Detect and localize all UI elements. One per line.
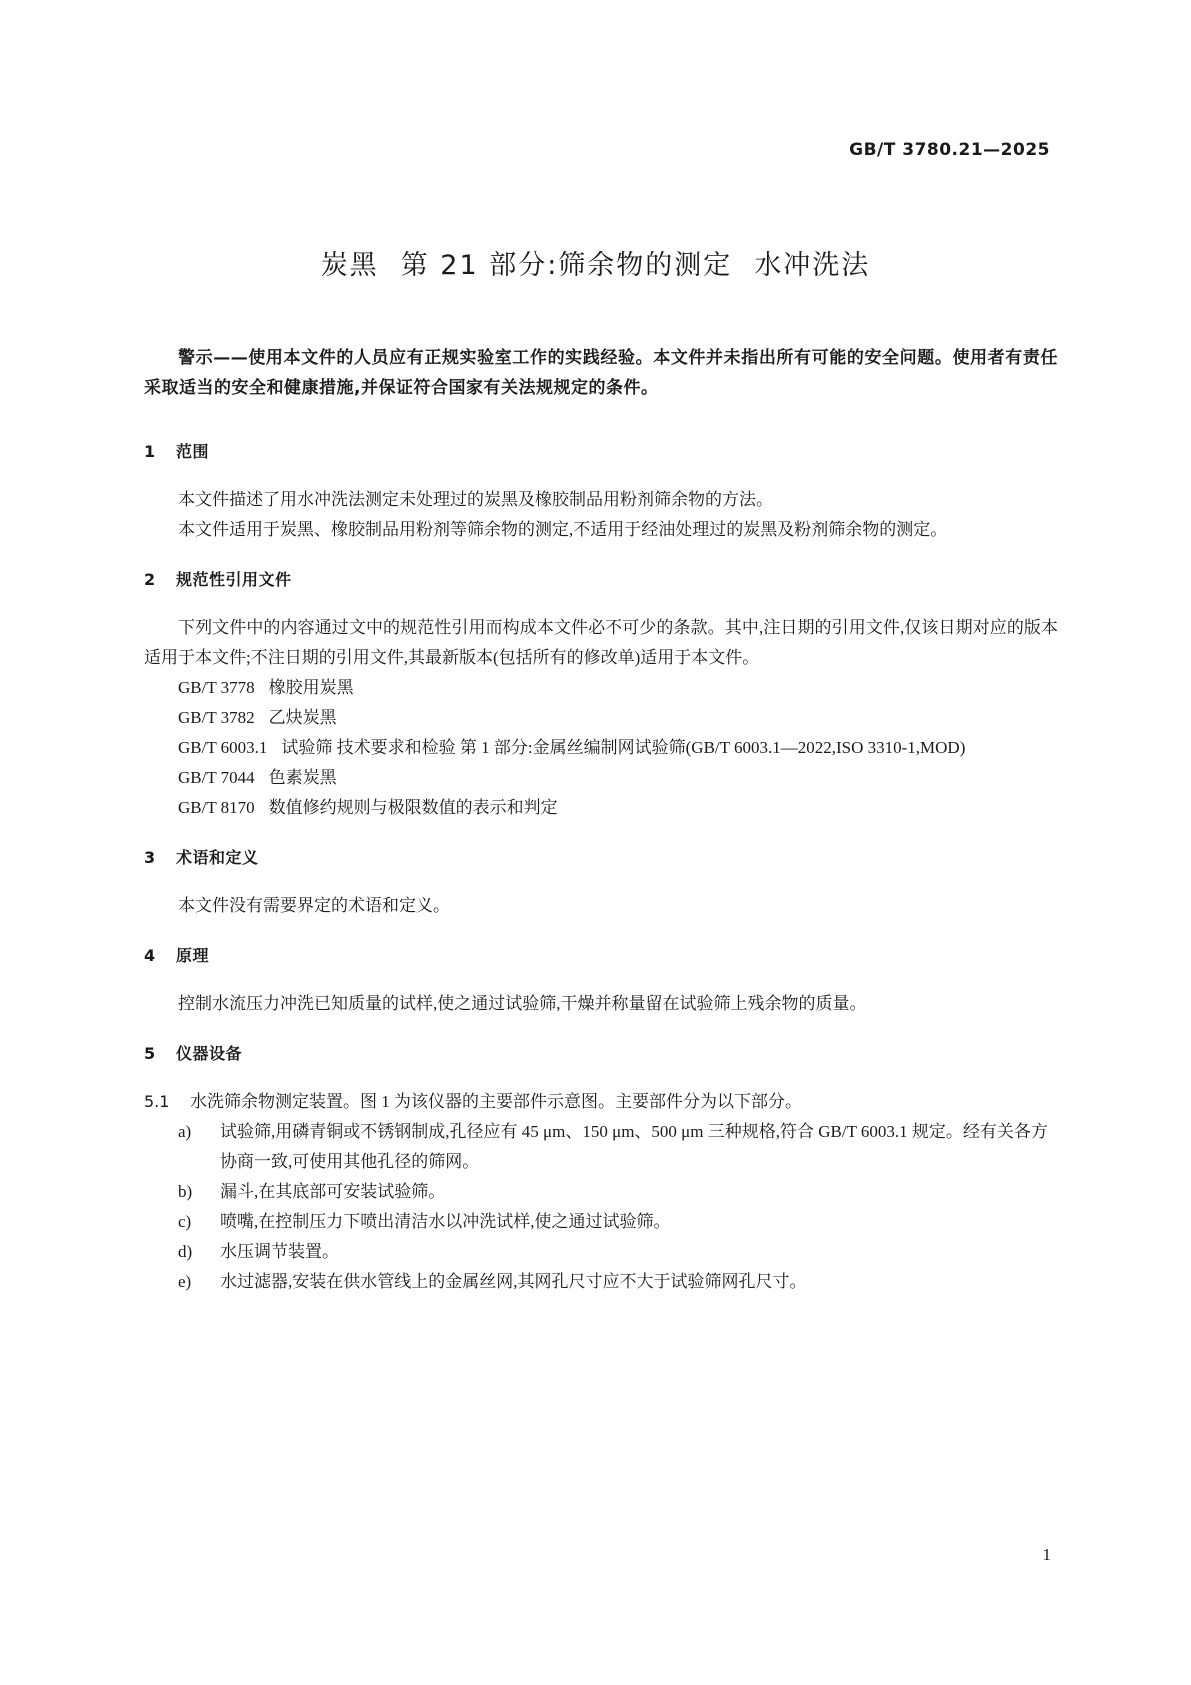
section-number: 2 <box>144 570 156 589</box>
list-label: e) <box>178 1272 192 1291</box>
section-number: 1 <box>144 442 156 461</box>
paragraph: 本文件适用于炭黑、橡胶制品用粉剂等筛余物的测定,不适用于经油处理过的炭黑及粉剂筛余物的测定。 <box>178 520 948 539</box>
list-label: a) <box>178 1122 192 1141</box>
list-item <box>144 1207 1058 1237</box>
list-label: d) <box>178 1242 193 1261</box>
section-heading-normative-references <box>144 567 1058 593</box>
paragraph: 控制水流压力冲洗已知质量的试样,使之通过试验筛,干燥并称量留在试验筛上残余物的质量。 <box>178 994 867 1013</box>
paragraph: 本文件没有需要界定的术语和定义。 <box>178 896 450 915</box>
title-part-3: 水冲洗法 <box>754 250 871 281</box>
reference-item <box>144 763 1058 793</box>
paragraph: 本文件描述了用水冲洗法测定未处理过的炭黑及橡胶制品用粉剂筛余物的方法。 <box>178 490 773 509</box>
section-heading-terms <box>144 845 1058 871</box>
reference-code: GB/T 3778 <box>178 678 255 697</box>
list-item <box>144 1267 1058 1297</box>
list-label: c) <box>178 1212 192 1231</box>
paragraph: 下列文件中的内容通过文中的规范性引用而构成本文件必不可少的条款。其中,注日期的引用文件,仅该日期对应的版本适用于本文件;不注日期的引用文件,其最新版本(包括所有的修改单)适用于本文件。 <box>144 618 1058 667</box>
reference-item <box>144 793 1058 823</box>
reference-title: 乙炔炭黑 <box>268 708 337 727</box>
reference-item <box>144 733 1058 763</box>
list-text: 试验筛,用磷青铜或不锈钢制成,孔径应有 45 μm、150 μm、500 μm 三种规格,符合 GB/T 6003.1 规定。经有关各方协商一致,可使用其他孔径的筛网。 <box>220 1122 1048 1171</box>
section-heading-scope <box>144 439 1058 465</box>
section-number: 4 <box>144 946 156 965</box>
section-heading-principle <box>144 943 1058 969</box>
reference-item <box>144 703 1058 733</box>
reference-title: 数值修约规则与极限数值的表示和判定 <box>268 798 558 817</box>
list-text: 漏斗,在其底部可安装试验筛。 <box>220 1182 446 1201</box>
title-part-2: 第 21 部分:筛余物的测定 <box>400 250 733 281</box>
standard-code: GB/T 3780.21—2025 <box>849 140 1050 160</box>
list-text: 喷嘴,在控制压力下喷出清洁水以冲洗试样,使之通过试验筛。 <box>220 1212 671 1231</box>
list-label: b) <box>178 1182 193 1201</box>
page-number: 1 <box>1042 1545 1051 1564</box>
reference-title: 试验筛 技术要求和检验 第 1 部分:金属丝编制网试验筛(GB/T 6003.1—2022,ISO 3310-1,MOD) <box>281 738 966 757</box>
reference-title: 橡胶用炭黑 <box>268 678 354 697</box>
reference-code: GB/T 3782 <box>178 708 255 727</box>
document-title <box>0 243 1191 282</box>
list-item <box>144 1117 1058 1177</box>
reference-code: GB/T 7044 <box>178 768 255 787</box>
document-body <box>144 343 1058 1297</box>
list-text: 水过滤器,安装在供水管线上的金属丝网,其网孔尺寸应不大于试验筛网孔尺寸。 <box>220 1272 807 1291</box>
section-number: 5 <box>144 1044 156 1063</box>
subclause-number: 5.1 <box>144 1092 170 1111</box>
section-number: 3 <box>144 848 156 867</box>
list-item <box>144 1237 1058 1267</box>
reference-code: GB/T 6003.1 <box>178 738 268 757</box>
section-title: 术语和定义 <box>176 848 259 867</box>
list-item <box>144 1177 1058 1207</box>
title-part-1: 炭黑 <box>320 250 379 281</box>
subclause-5-1 <box>144 1087 1058 1117</box>
list-text: 水压调节装置。 <box>220 1242 339 1261</box>
reference-title: 色素炭黑 <box>268 768 337 787</box>
section-title: 范围 <box>176 442 210 461</box>
section-title: 仪器设备 <box>176 1044 243 1063</box>
section-title: 规范性引用文件 <box>176 570 292 589</box>
reference-code: GB/T 8170 <box>178 798 255 817</box>
section-heading-apparatus <box>144 1041 1058 1067</box>
reference-item <box>144 673 1058 703</box>
section-title: 原理 <box>176 946 210 965</box>
subclause-text: 水洗筛余物测定装置。图 1 为该仪器的主要部件示意图。主要部件分为以下部分。 <box>190 1092 802 1111</box>
safety-warning: 警示——使用本文件的人员应有正规实验室工作的实践经验。本文件并未指出所有可能的安全问题。使用者有责任采取适当的安全和健康措施,并保证符合国家有关法规规定的条件。 <box>144 348 1058 398</box>
